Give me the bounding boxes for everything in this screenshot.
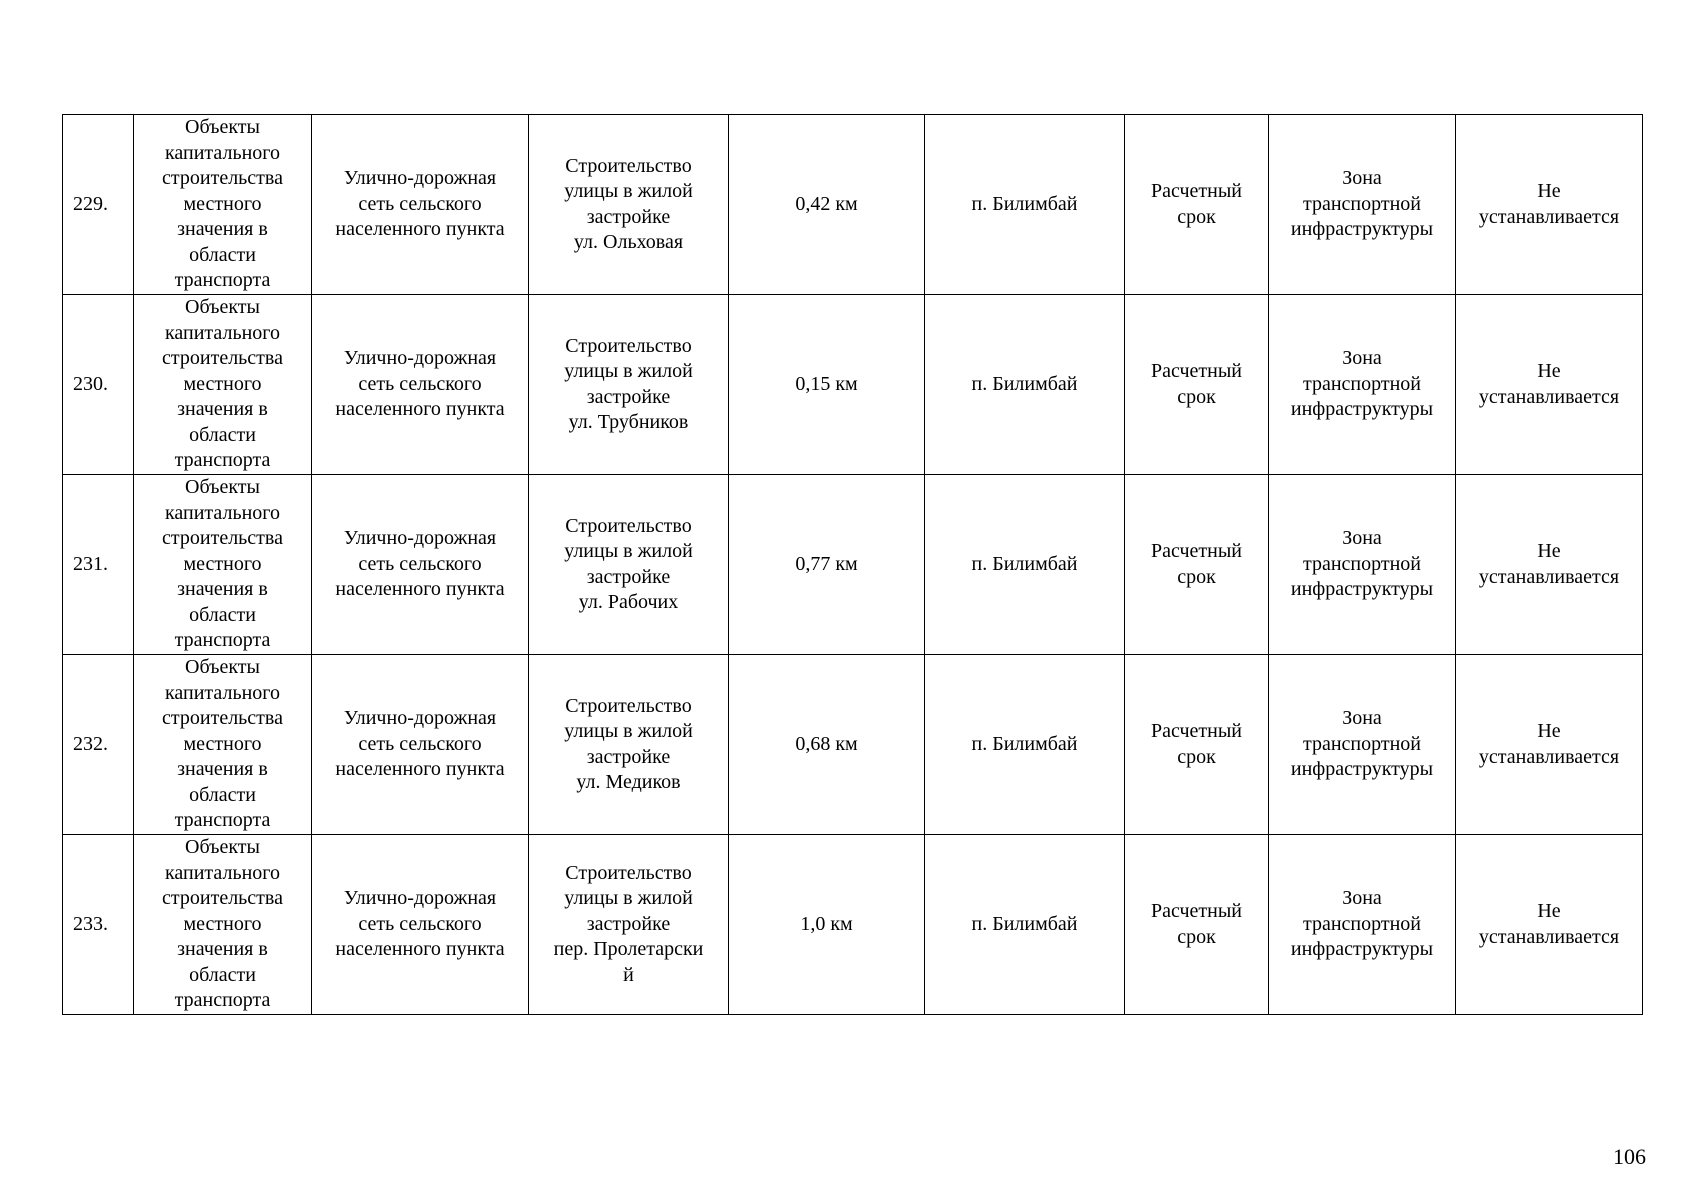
object-length: 0,77 км bbox=[729, 475, 925, 655]
functional-zone: Зона транспортной инфраструктуры bbox=[1269, 655, 1456, 835]
restriction-zone: Не устанавливается bbox=[1456, 295, 1643, 475]
object-length: 0,15 км bbox=[729, 295, 925, 475]
restriction-zone: Не устанавливается bbox=[1456, 655, 1643, 835]
object-length: 0,42 км bbox=[729, 115, 925, 295]
object-length: 1,0 км bbox=[729, 835, 925, 1015]
object-location: п. Билимбай bbox=[925, 115, 1125, 295]
object-type: Улично-дорожная сеть сельского населенного пункта bbox=[312, 295, 529, 475]
object-category: Объекты капитального строительства местного значения в области транспорта bbox=[134, 835, 312, 1015]
object-description: Строительство улицы в жилой застройке пер. Пролетарски й bbox=[529, 835, 729, 1015]
object-category: Объекты капитального строительства местного значения в области транспорта bbox=[134, 295, 312, 475]
object-description: Строительство улицы в жилой застройке ул. Медиков bbox=[529, 655, 729, 835]
functional-zone: Зона транспортной инфраструктуры bbox=[1269, 115, 1456, 295]
page-number: 106 bbox=[1613, 1144, 1646, 1169]
object-location: п. Билимбай bbox=[925, 835, 1125, 1015]
implementation-term: Расчетный срок bbox=[1125, 655, 1269, 835]
table-row bbox=[63, 655, 1643, 835]
objects-table bbox=[62, 114, 1643, 1015]
restriction-zone: Не устанавливается bbox=[1456, 835, 1643, 1015]
implementation-term: Расчетный срок bbox=[1125, 475, 1269, 655]
object-description: Строительство улицы в жилой застройке ул. Рабочих bbox=[529, 475, 729, 655]
restriction-zone: Не устанавливается bbox=[1456, 475, 1643, 655]
functional-zone: Зона транспортной инфраструктуры bbox=[1269, 835, 1456, 1015]
implementation-term: Расчетный срок bbox=[1125, 115, 1269, 295]
functional-zone: Зона транспортной инфраструктуры bbox=[1269, 475, 1456, 655]
object-location: п. Билимбай bbox=[925, 655, 1125, 835]
object-category: Объекты капитального строительства местного значения в области транспорта bbox=[134, 655, 312, 835]
object-category: Объекты капитального строительства местного значения в области транспорта bbox=[134, 475, 312, 655]
object-length: 0,68 км bbox=[729, 655, 925, 835]
row-number: 232. bbox=[63, 655, 134, 835]
row-number: 233. bbox=[63, 835, 134, 1015]
implementation-term: Расчетный срок bbox=[1125, 835, 1269, 1015]
object-description: Строительство улицы в жилой застройке ул. Трубников bbox=[529, 295, 729, 475]
row-number: 230. bbox=[63, 295, 134, 475]
table-row bbox=[63, 835, 1643, 1015]
object-type: Улично-дорожная сеть сельского населенного пункта bbox=[312, 655, 529, 835]
row-number: 231. bbox=[63, 475, 134, 655]
functional-zone: Зона транспортной инфраструктуры bbox=[1269, 295, 1456, 475]
implementation-term: Расчетный срок bbox=[1125, 295, 1269, 475]
object-category: Объекты капитального строительства местного значения в области транспорта bbox=[134, 115, 312, 295]
row-number: 229. bbox=[63, 115, 134, 295]
object-type: Улично-дорожная сеть сельского населенного пункта bbox=[312, 475, 529, 655]
object-type: Улично-дорожная сеть сельского населенного пункта bbox=[312, 835, 529, 1015]
object-type: Улично-дорожная сеть сельского населенного пункта bbox=[312, 115, 529, 295]
table-row bbox=[63, 295, 1643, 475]
table-row bbox=[63, 475, 1643, 655]
restriction-zone: Не устанавливается bbox=[1456, 115, 1643, 295]
table-row bbox=[63, 115, 1643, 295]
object-description: Строительство улицы в жилой застройке ул. Ольховая bbox=[529, 115, 729, 295]
object-location: п. Билимбай bbox=[925, 295, 1125, 475]
object-location: п. Билимбай bbox=[925, 475, 1125, 655]
